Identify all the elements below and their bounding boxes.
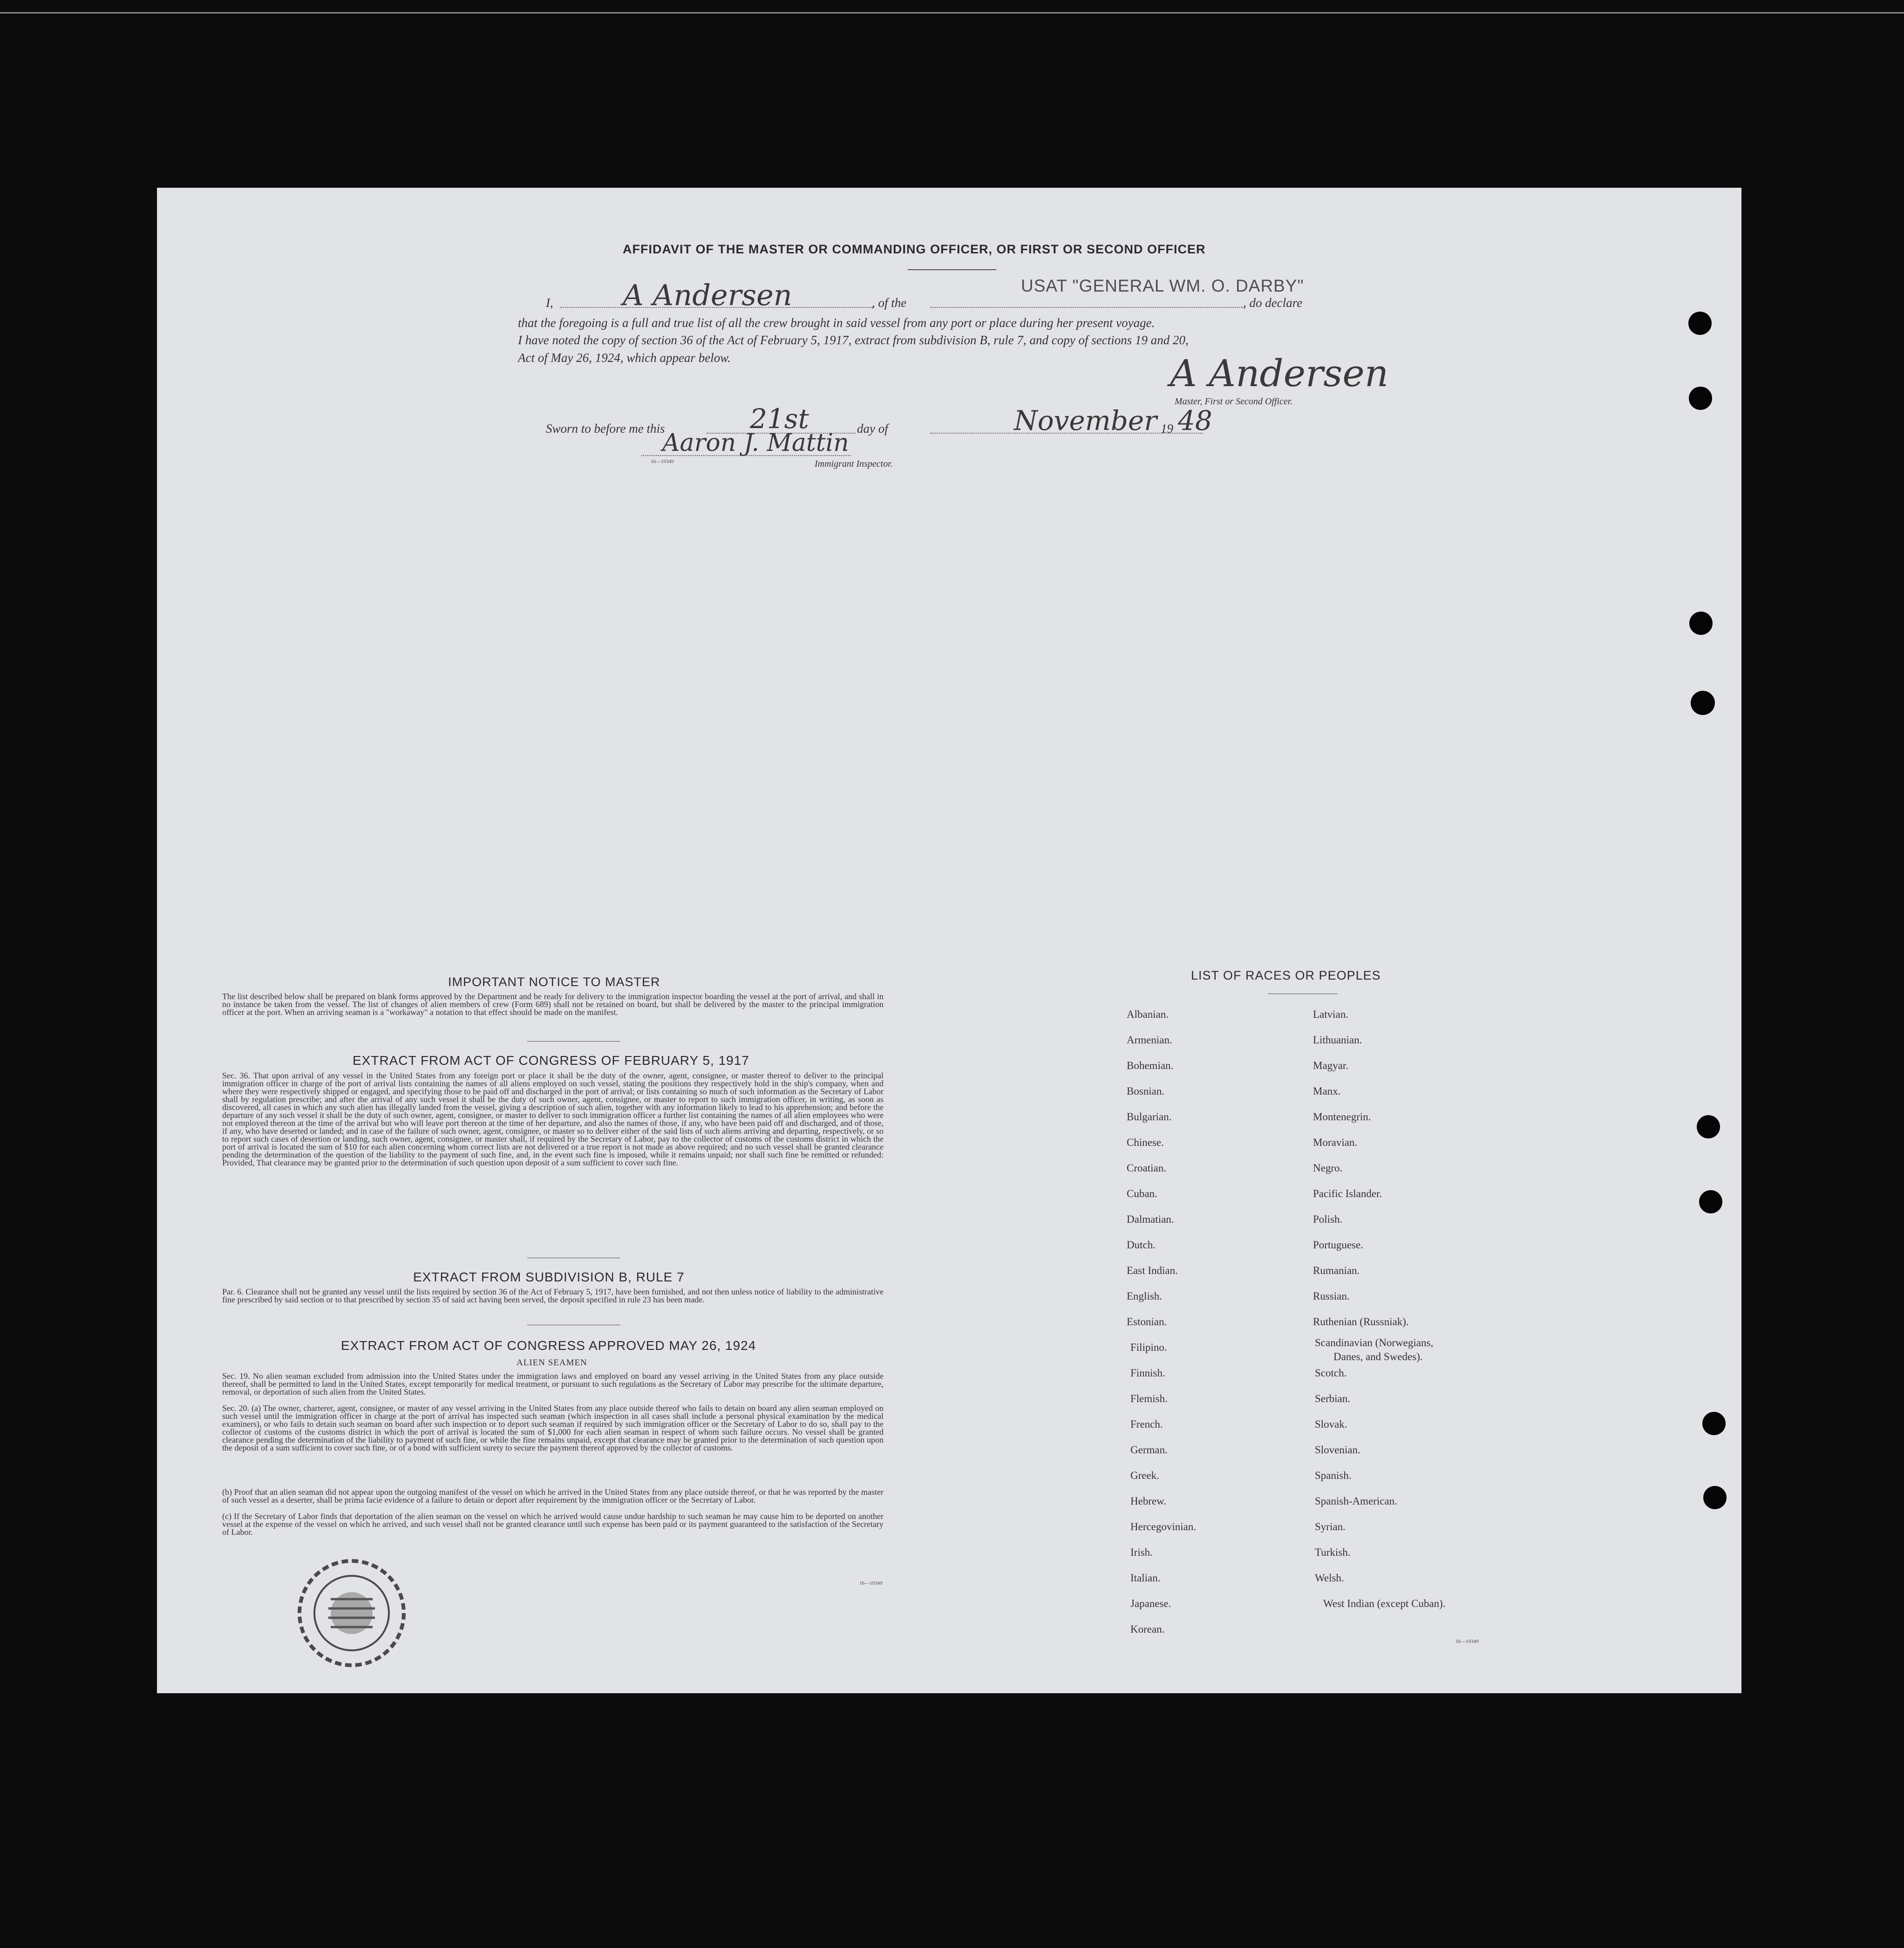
race-item: Hercegovinian.: [1130, 1521, 1197, 1533]
document-page: [157, 188, 1741, 1693]
sec20c-text: (c) If the Secretary of Labor finds that deportation of the alien seaman on the vessel on which he arrived would cause undue hardship to such seaman he may cause him to be deported on another vessel at the expense of the vessel on which he arrived, and such vessel shall not be granted clearance until such expense has been paid or its payment guaranteed to the satisfaction of the Secretary of Labor.: [222, 1512, 884, 1537]
race-item: Serbian.: [1315, 1393, 1351, 1404]
affidavit-form-number: 16—19349: [651, 459, 674, 464]
vessel-line: [930, 307, 1243, 308]
i-label: I,: [546, 296, 553, 310]
race-item: Slovenian.: [1315, 1444, 1360, 1456]
race-item: Ruthenian (Russniak).: [1313, 1316, 1409, 1328]
race-item: Dalmatian.: [1127, 1213, 1174, 1225]
race-item: Cuban.: [1127, 1188, 1157, 1199]
extract-form-number: 16—19349: [859, 1580, 883, 1586]
race-item: Irish.: [1130, 1546, 1153, 1558]
binder-hole: [1697, 1115, 1720, 1138]
circular-stamp: [282, 1555, 426, 1676]
race-item: Flemish.: [1130, 1393, 1168, 1404]
race-item: Manx.: [1313, 1085, 1341, 1097]
master-signature-label: Master, First or Second Officer.: [1175, 396, 1293, 407]
sworn-month-handwritten: November: [1014, 405, 1157, 436]
do-declare-label: , do declare: [1243, 296, 1303, 310]
race-item: Scandinavian (Norwegians,: [1315, 1337, 1434, 1349]
race-item: Armenian.: [1127, 1034, 1172, 1046]
alien-seamen-subtitle: ALIEN SEAMEN: [517, 1358, 587, 1368]
race-item: Bulgarian.: [1127, 1111, 1172, 1123]
sworn-label: Sworn to before me this: [546, 422, 665, 436]
race-item: Moravian.: [1313, 1137, 1358, 1148]
race-item: Greek.: [1130, 1470, 1159, 1481]
race-item: East Indian.: [1127, 1265, 1178, 1276]
race-item: Japanese.: [1130, 1598, 1171, 1609]
notice-rule: [527, 1041, 620, 1042]
race-item: Bosnian.: [1127, 1085, 1165, 1097]
day-of-label: day of: [857, 422, 888, 436]
race-item: Korean.: [1130, 1623, 1165, 1635]
race-item: Hebrew.: [1130, 1495, 1167, 1507]
race-item: Spanish-American.: [1315, 1495, 1397, 1507]
sworn-year-handwritten: 48: [1178, 405, 1212, 436]
races-title: LIST OF RACES OR PEOPLES: [1191, 968, 1381, 982]
race-item: Croatian.: [1127, 1162, 1166, 1174]
binder-hole: [1691, 691, 1715, 715]
race-item: West Indian (except Cuban).: [1323, 1598, 1446, 1609]
race-item: Latvian.: [1313, 1008, 1348, 1020]
title-rule: [908, 269, 996, 270]
race-item: Filipino.: [1130, 1342, 1167, 1353]
binder-hole: [1688, 312, 1712, 335]
race-item: Finnish.: [1130, 1367, 1165, 1379]
name-line: [560, 307, 873, 308]
race-item: Italian.: [1130, 1572, 1161, 1584]
notice-title: IMPORTANT NOTICE TO MASTER: [448, 975, 660, 989]
binder-hole: [1689, 612, 1713, 635]
extract-1917-text: Sec. 36. That upon arrival of any vessel in the United States from any foreign port or place it shall be the duty of the owner, agent, consignee, or master thereof to deliver to the principal immigration officer in charge of the port of arrival lists containing the names of all aliens employed on such vessel, stating the positions they respectively hold in the ship's company, when and where they were respectively shipped or engaged, and specifying those to be paid off and discharged in the port of arrival; or lists containing so much of such information as the Secretary of Labor shall by regulation prescribe; and after the arrival of any such vessel it shall be the duty of such owner, agent, consignee, or master to report to such immigration officer, in writing, as soon as discovered, all cases in which any such alien has illegally landed from the vessel, giving a description of such alien, together with any information likely to lead to his apprehension; and before the departure of any such vessel it shall be the duty of such owner, agent, consignee, or master to deliver to such immigration officer a further list containing the names of all alien employees who were not employed thereon at the time of the arrival but who will leave port thereon at the time of her departure, and also the names of those, if any, who have been paid off and discharged, and of those, if any, who have deserted or landed; and in case of the failure of such owner, agent, consignee, or master so to deliver either of the said lists of such aliens arriving and departing, respectively, or so to report such cases of desertion or landing, such owner, agent, consignee, or master shall, if required by the Secretary of Labor, pay to the collector of customs of the customs district in which the port of arrival is located the sum of $10 for each alien concerning whom correct lists are not delivered or a true report is not made as above required; and no such vessel shall be granted clearance pending the determination of the question of the liability to the payment of such fine, and, in the event such fine is imposed, while it remains unpaid; nor shall such fine be remitted or refunded: Provided, That clearance may be granted prior to the determination of such question upon deposit of a sum sufficient to cover such fine.: [222, 1071, 884, 1167]
race-item: Albanian.: [1127, 1008, 1169, 1020]
race-item: English.: [1127, 1290, 1163, 1302]
inspector-label: Immigrant Inspector.: [815, 459, 893, 469]
inspector-signature: Aaron J. Mattin: [662, 429, 849, 457]
race-item: Lithuanian.: [1313, 1034, 1362, 1046]
affidavit-line-3: Act of May 26, 1924, which appear below.: [518, 351, 731, 365]
notice-text: The list described below shall be prepared on blank forms approved by the Department and be ready for delivery to the immigration inspector boarding the vessel at the port of arrival, and shall in no instance be taken from the vessel. The list of changes of alien members of crew (Form 689) shall not be retained on board, but shall be delivered by the master to the principal immigration officer at the port. When an arriving seaman is a "workaway" a notation to that effect should be made on the manifest.: [222, 992, 884, 1017]
race-item: Russian.: [1313, 1290, 1350, 1302]
binder-hole: [1703, 1486, 1727, 1509]
binder-hole: [1702, 1412, 1726, 1435]
master-signature: A Andersen: [1170, 352, 1389, 395]
race-item: Turkish.: [1315, 1546, 1351, 1558]
race-item: Portuguese.: [1313, 1239, 1363, 1251]
extract-1924-title: EXTRACT FROM ACT OF CONGRESS APPROVED MAY 26, 1924: [341, 1338, 756, 1353]
races-form-number: 16—19349: [1455, 1639, 1479, 1644]
inspector-line: [641, 455, 851, 456]
race-item: German.: [1130, 1444, 1168, 1456]
extract-rule7-text: Par. 6. Clearance shall not be granted any vessel until the lists required by section 36 of the Act of February 5, 1917, have been furnished, and not then unless notice of liability to the administrative fine prescribed by said section or to that prescribed by section 35 of said act having been served, the deposit specified in rule 23 has been made.: [222, 1287, 884, 1304]
race-item: Scotch.: [1315, 1367, 1347, 1379]
race-item: Magyar.: [1313, 1060, 1349, 1071]
extract-1917-title: EXTRACT FROM ACT OF CONGRESS OF FEBRUARY 5, 1917: [353, 1053, 749, 1068]
sec20b-text: (b) Proof that an alien seaman did not appear upon the outgoing manifest of the vessel on which he arrived in the United States from any place outside thereof, or that he was reported by the master of such vessel as a deserter, shall be prima facie evidence of a failure to detain or deport after requirement by the immigration officer or the Secretary of Labor.: [222, 1487, 884, 1505]
race-item: Estonian.: [1127, 1316, 1167, 1328]
sec20a-text: Sec. 20. (a) The owner, charterer, agent, consignee, or master of any vessel arriving in the United States from any place outside thereof who fails to detain on board any alien seaman employed on such vessel until the immigration officer in charge at the port of arrival has inspected such seaman (which inspection in all cases shall include a personal physical examination by the medical examiners), or who fails to detain such seaman on board after such inspection or to deport such seaman if required by such immigration officer or the Secretary of Labor to do so, shall pay to the collector of customs of the customs district in which the port of arrival is located the sum of $1,000 for each alien seaman in respect of whom such failure occurs. No vessel shall be granted clearance pending the determination of the liability to payment of such fine, or while the fine remains unpaid, except that clearance may be granted prior to the determination of such question upon the deposit of a sum sufficient to cover such fine, or of a bond with sufficient surety to secure the payment thereof approved by the collector of customs.: [222, 1403, 884, 1452]
binder-hole: [1699, 1190, 1722, 1213]
affidavit-line-2: I have noted the copy of section 36 of the Act of February 5, 1917, extract from subdivision B, rule 7, and copy of sections 19 and 20,: [518, 333, 1189, 347]
master-name-handwritten: A Andersen: [623, 278, 792, 312]
affidavit-title: AFFIDAVIT OF THE MASTER OR COMMANDING OFFICER, OR FIRST OR SECOND OFFICER: [623, 242, 1206, 256]
affidavit-line-1: that the foregoing is a full and true list of all the crew brought in said vessel from any port or place during her present voyage.: [518, 316, 1155, 330]
sec19-text: Sec. 19. No alien seaman excluded from admission into the United States under the immigration laws and employed on board any vessel arriving in the United States from any place outside thereof, shall be permitted to land in the United States, except temporarily for medical treatment, or pursuant to such regulations as the Secretary of Labor may prescribe for the ultimate departure, removal, or deportation of such alien from the United States.: [222, 1371, 884, 1396]
race-item: Polish.: [1313, 1213, 1343, 1225]
of-the-label: , of the: [872, 296, 907, 310]
race-item: Bohemian.: [1127, 1060, 1174, 1071]
race-item: French.: [1130, 1418, 1163, 1430]
race-item: Slovak.: [1315, 1418, 1347, 1430]
sworn-day-handwritten: 21st: [750, 403, 809, 435]
race-item: Danes, and Swedes).: [1333, 1351, 1423, 1362]
race-item: Montenegrin.: [1313, 1111, 1371, 1123]
race-item: Pacific Islander.: [1313, 1188, 1382, 1199]
race-item: Negro.: [1313, 1162, 1343, 1174]
race-item: Welsh.: [1315, 1572, 1344, 1584]
extract-rule7-title: EXTRACT FROM SUBDIVISION B, RULE 7: [413, 1270, 685, 1284]
year-prefix: 19: [1161, 422, 1173, 436]
vessel-name-stamp: USAT "GENERAL WM. O. DARBY": [1021, 276, 1304, 295]
race-item: Chinese.: [1127, 1137, 1164, 1148]
scan-edge-line: [0, 12, 1904, 14]
race-item: Dutch.: [1127, 1239, 1156, 1251]
race-item: Syrian.: [1315, 1521, 1346, 1533]
race-item: Rumanian.: [1313, 1265, 1360, 1276]
binder-hole: [1689, 387, 1712, 410]
race-item: Spanish.: [1315, 1470, 1352, 1481]
